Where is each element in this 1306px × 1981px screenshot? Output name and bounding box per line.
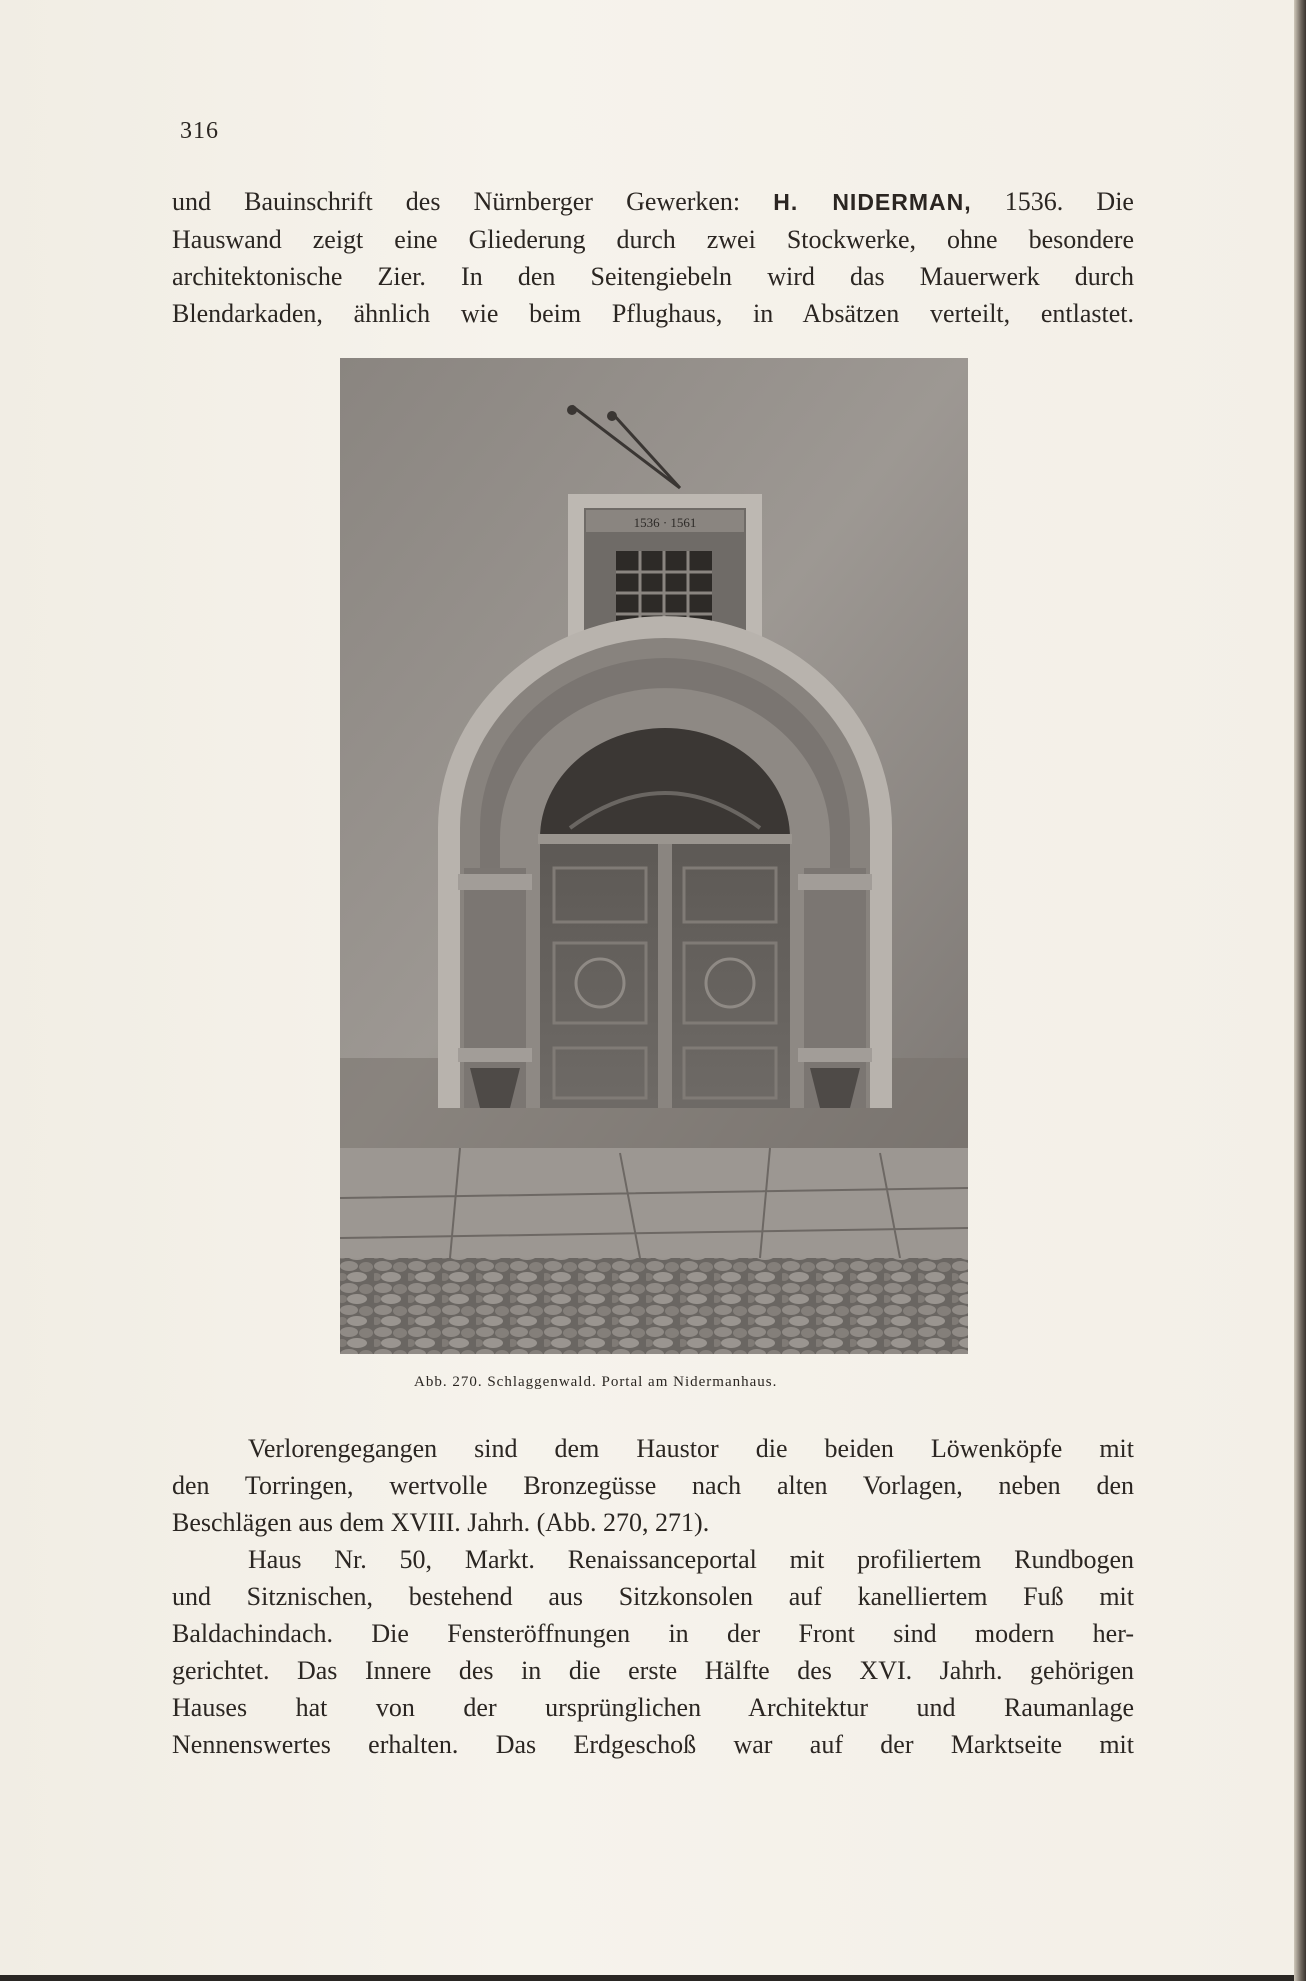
text-line: und Sitznischen, bestehend aus Sitzkonsolen auf kanelliertem Fuß mit [172, 1582, 1134, 1611]
text-line: Blendarkaden, ähnlich wie beim Pflughaus, in Absätzen verteilt, entlastet. [172, 299, 1134, 328]
page-number: 316 [180, 118, 219, 144]
name-niderman: H. NIDERMAN, [773, 189, 972, 215]
text-line: Haus Nr. 50, Markt. Renaissanceportal mit profiliertem Rundbogen [248, 1545, 1134, 1574]
page-edge [1294, 0, 1306, 1981]
text-line: den Torringen, wertvolle Bronzegüsse nach alten Vorlagen, neben den [172, 1471, 1134, 1500]
figure-portal-photo [340, 358, 968, 1354]
text-line: Beschlägen aus dem XVIII. Jahrh. (Abb. 270, 271). [172, 1508, 710, 1537]
text-span: 1536. Die [971, 187, 1134, 216]
text-line: Baldachindach. Die Fensteröffnungen in der Front sind modern her- [172, 1619, 1134, 1648]
text-line: Hauswand zeigt eine Gliederung durch zwei Stockwerke, ohne besondere [172, 225, 1134, 254]
paragraph-top [172, 183, 1134, 332]
inscription-top: 1536 · 1561 [633, 515, 697, 530]
text-line [172, 183, 1134, 221]
text-line: architektonische Zier. In den Seitengiebeln wird das Mauerwerk durch [172, 262, 1134, 291]
text-line: gerichtet. Das Innere des in die erste Hälfte des XVI. Jahrh. gehörigen [172, 1656, 1134, 1685]
text-line: Verlorengegangen sind dem Haustor die beiden Löwenköpfe mit [248, 1434, 1134, 1463]
figure-caption: Abb. 270. Schlaggenwald. Portal am Nidermanhaus. [414, 1374, 778, 1390]
text-span: und Bauinschrift des Nürnberger Gewerken: [172, 187, 774, 216]
text-line: Hauses hat von der ursprünglichen Architektur und Raumanlage [172, 1693, 1134, 1722]
text-line: Nennenswertes erhalten. Das Erdgeschoß war auf der Marktseite mit [172, 1730, 1134, 1759]
paragraph-bottom [172, 1430, 1134, 1763]
